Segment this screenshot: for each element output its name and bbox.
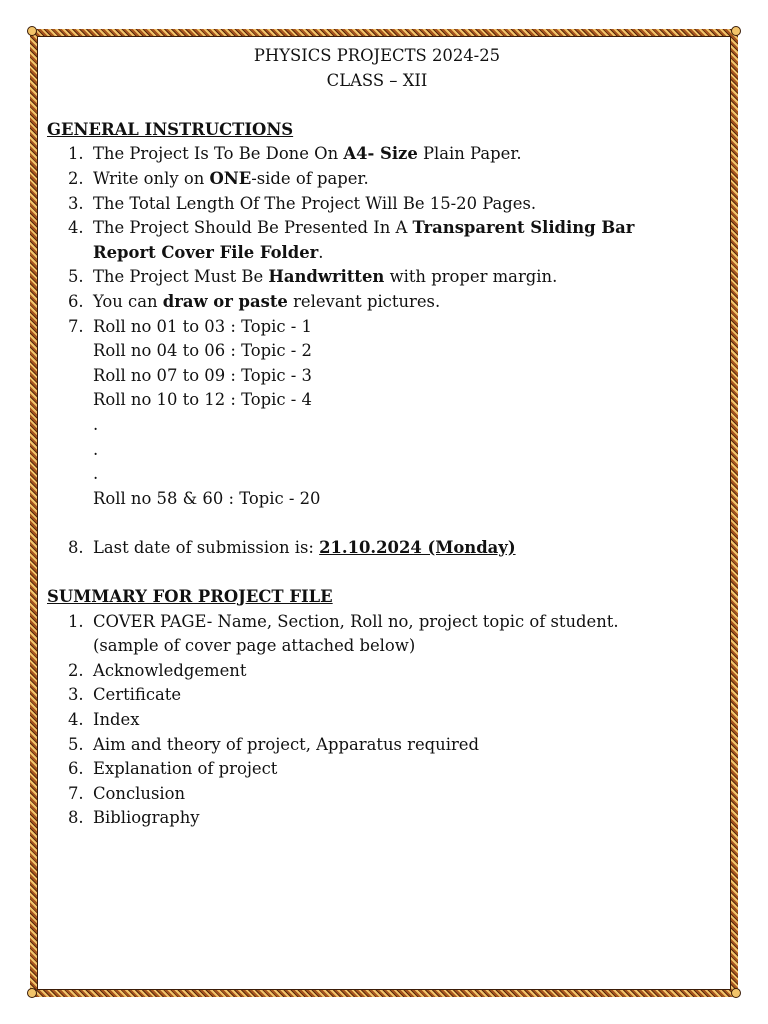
item-text: Certificate [93, 685, 182, 705]
item-text: The Project Should Be Presented In A [93, 218, 413, 238]
list-number: 6. [68, 291, 84, 311]
ellipsis-dot: . [93, 414, 99, 434]
roll-line: Roll no 07 to 09 : Topic - 3 [93, 365, 312, 385]
list-item [47, 659, 707, 684]
list-item [47, 757, 707, 782]
item-text: The Total Length Of The Project Will Be 15-20 Pages. [93, 193, 537, 213]
list-item [47, 536, 707, 561]
list-item [47, 733, 707, 758]
item-text: Write only on [93, 168, 210, 188]
list-number: 7. [68, 783, 84, 803]
list-number: 5. [68, 734, 84, 754]
list-item [47, 167, 707, 192]
list-item [47, 290, 707, 315]
list-number: 3. [68, 193, 84, 213]
list-number: 1. [68, 144, 84, 164]
item-text-bold: draw or paste [162, 291, 288, 311]
list-number: 1. [68, 611, 84, 631]
class-line: CLASS – XII [326, 70, 428, 90]
summary-heading: SUMMARY FOR PROJECT FILE [47, 587, 333, 607]
item-text-bold: ONE [209, 168, 252, 188]
item-text: Conclusion [93, 783, 186, 803]
item-text: Index [93, 710, 140, 730]
list-item [47, 265, 707, 290]
list-item [47, 216, 707, 265]
general-instructions-list [47, 142, 707, 560]
list-number: 2. [68, 660, 84, 680]
corner-ornament-top-left [27, 26, 37, 36]
item-text: COVER PAGE- Name, Section, Roll no, project topic of student. [93, 611, 619, 631]
ellipsis-dot: . [93, 464, 99, 484]
list-item [47, 192, 707, 217]
list-item [47, 610, 707, 659]
summary-list [47, 610, 707, 831]
spacer [47, 93, 707, 118]
item-text: The Project Must Be [93, 267, 269, 287]
roll-line: Roll no 58 & 60 : Topic - 20 [93, 488, 321, 508]
document-title: PHYSICS PROJECTS 2024-25 [253, 46, 501, 65]
corner-ornament-bottom-left [27, 988, 37, 998]
general-instructions-heading: GENERAL INSTRUCTIONS [47, 119, 294, 139]
document-body [47, 44, 707, 831]
item-text: Plain Paper. [417, 144, 522, 164]
roll-line: Roll no 01 to 03 : Topic - 1 [93, 316, 312, 336]
ellipsis-dot: . [93, 439, 99, 459]
item-text-bold: Transparent Sliding Bar [412, 218, 635, 238]
list-item [47, 782, 707, 807]
list-number: 5. [68, 267, 84, 287]
item-text: Last date of submission is: [93, 537, 320, 557]
spacer [47, 511, 707, 536]
corner-ornament-bottom-right [731, 988, 741, 998]
item-text: Aim and theory of project, Apparatus required [93, 734, 480, 754]
item-text-bold: Handwritten [268, 267, 385, 287]
list-item [47, 806, 707, 831]
list-item [47, 683, 707, 708]
item-text: . [318, 242, 324, 262]
roll-line: Roll no 10 to 12 : Topic - 4 [93, 390, 312, 410]
item-text: (sample of cover page attached below) [93, 636, 416, 656]
item-text: Acknowledgement [93, 660, 247, 680]
list-number: 3. [68, 685, 84, 705]
item-text: relevant pictures. [287, 291, 441, 311]
spacer [47, 560, 707, 585]
list-item [47, 315, 707, 512]
list-item [47, 708, 707, 733]
corner-ornament-top-right [731, 26, 741, 36]
item-text-bold: Report Cover File Folder [93, 242, 319, 262]
item-text: with proper margin. [384, 267, 558, 287]
list-number: 6. [68, 759, 84, 779]
item-text: Bibliography [93, 808, 200, 828]
item-text: You can [93, 291, 163, 311]
item-text: -side of paper. [251, 168, 369, 188]
list-number: 7. [68, 316, 84, 336]
list-number: 8. [68, 808, 84, 828]
list-number: 4. [68, 218, 84, 238]
list-number: 8. [68, 537, 84, 557]
list-number: 4. [68, 710, 84, 730]
roll-line: Roll no 04 to 06 : Topic - 2 [93, 341, 312, 361]
item-text: Explanation of project [93, 759, 278, 779]
list-item [47, 142, 707, 167]
item-text-bold: A4- Size [343, 144, 418, 164]
submission-date: 21.10.2024 (Monday) [319, 537, 516, 557]
list-number: 2. [68, 168, 84, 188]
item-text: The Project Is To Be Done On [93, 144, 344, 164]
